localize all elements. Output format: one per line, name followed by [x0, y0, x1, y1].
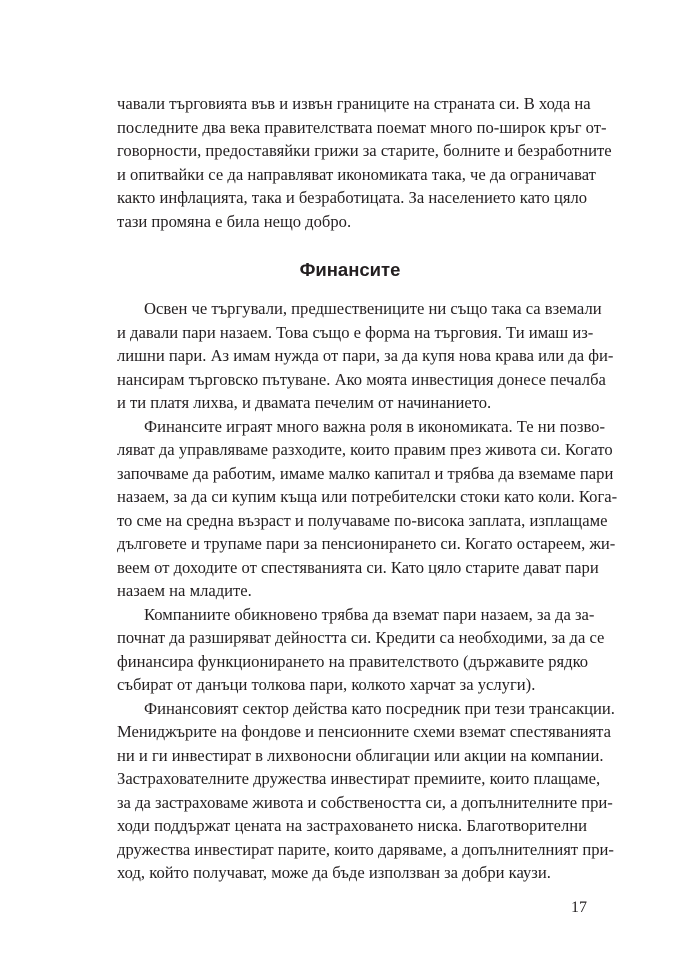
text-line: започваме да работим, имаме малко капитал и трябва да вземаме пари	[117, 463, 614, 483]
paragraph-lending	[117, 297, 614, 415]
paragraph-finance-role	[117, 415, 618, 603]
text-line: събират от данъци толкова пари, колкото харчат за услуги).	[117, 675, 536, 694]
text-line: дълговете и трупаме пари за пенсионирането си. Когато остареем, жи-	[117, 534, 616, 553]
text-line: нансирам търговско пътуване. Ако моята инвестиция донесе печалба	[117, 369, 606, 389]
text-line: и опитвайки се да направляват икономиката така, че да ограничават	[117, 164, 596, 184]
text-line: ход, който получават, може да бъде използван за добри каузи.	[117, 863, 551, 882]
text-line: говорности, предоставяйки грижи за старите, болните и безработните	[117, 141, 612, 160]
text-line: назаем, за да си купим къща или потребителски стоки като коли. Кога-	[117, 487, 618, 506]
text-line: веем от доходите от спестяванията си. Като цяло старите дават пари	[117, 557, 599, 577]
paragraph-companies	[117, 603, 605, 697]
text-line: последните два века правителствата поемат много по-широк кръг от-	[117, 117, 607, 137]
text-line: назаем на младите.	[117, 581, 252, 600]
text-line: за да застраховаме живота и собствеността си, а допълнителните при-	[117, 792, 613, 812]
text-line: Застрахователните дружества инвестират премиите, които плащаме,	[117, 769, 601, 788]
text-line: ляват да управляваме разходите, които правим през живота си. Когато	[117, 440, 613, 459]
text-line: Освен че търгували, предшествениците ни също така са вземали	[144, 299, 602, 318]
text-line: то сме на средна възраст и получаваме по-висока заплата, изплащаме	[117, 510, 608, 530]
text-line: тази промяна е била нещо добро.	[117, 211, 352, 231]
text-line: лишни пари. Аз имам нужда от пари, за да купя нова крава или да фи-	[117, 346, 614, 365]
text-line: финансира функционирането на правителството (държавите рядко	[117, 651, 589, 671]
text-line: Финансите играят много важна роля в икономиката. Те ни позво-	[144, 416, 605, 436]
text-line: и давали пари назаем. Това също е форма на търговия. Ти имаш из-	[117, 322, 594, 342]
text-line: Финансовият сектор действа като посредник при тези трансакции.	[144, 698, 615, 718]
text-line: Мениджърите на фондове и пенсионните схеми вземат спестяванията	[117, 722, 611, 741]
text-line: Компаниите обикновено трябва да вземат пари назаем, за да за-	[144, 604, 595, 624]
section-heading: Финансите	[299, 259, 401, 280]
text-line: ни и ги инвестират в лихвоносни облигации или акции на компании.	[117, 745, 604, 765]
text-line: чавали търговията във и извън границите на страната си. В хода на	[117, 94, 591, 113]
text-line: и ти платя лихва, и двамата печелим от начинанието.	[117, 393, 492, 412]
page-number: 17	[571, 899, 587, 916]
text-line: почнат да разширяват дейността си. Кредити са необходими, за да се	[117, 628, 605, 647]
text-line: ходи поддържат цената на застраховането ниска. Благотворителни	[117, 816, 587, 835]
text-line: дружества инвестират парите, които даряваме, а допълнителният при-	[117, 839, 614, 859]
paragraph-financial-sector	[117, 697, 615, 885]
text-line: както инфлацията, така и безработицата. За населението като цяло	[117, 188, 588, 207]
intro-paragraph	[117, 92, 612, 233]
